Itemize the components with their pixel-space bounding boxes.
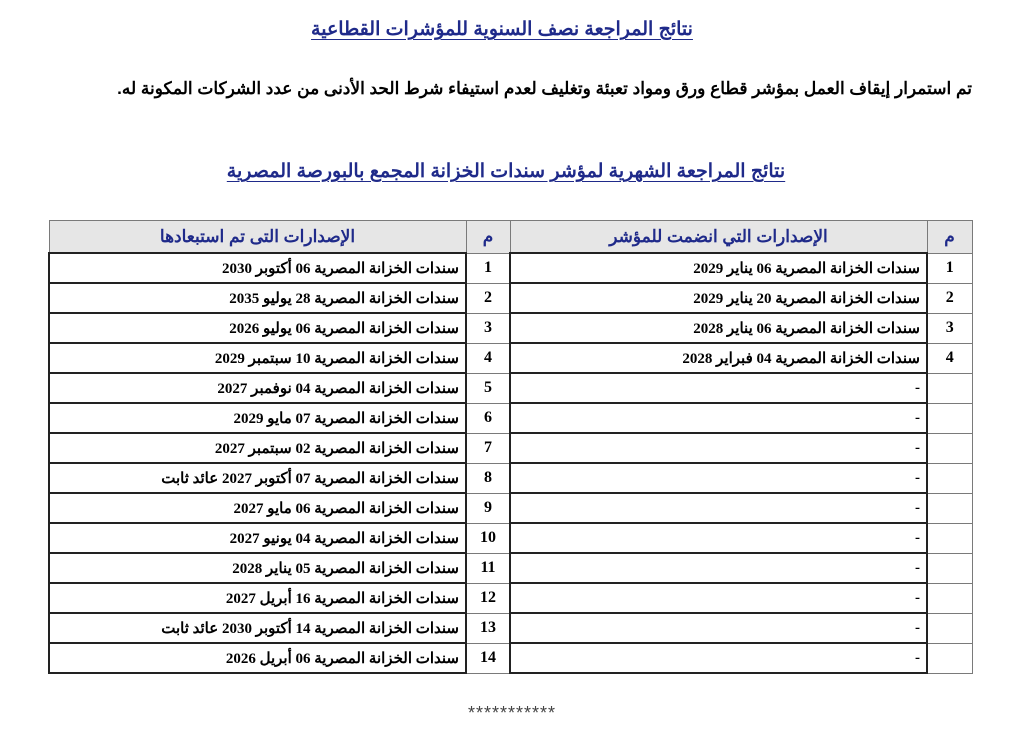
added-issue-cell: - (510, 583, 927, 613)
added-issue-cell: سندات الخزانة المصرية 06 يناير 2028 (510, 313, 927, 343)
added-number-cell (927, 583, 972, 613)
removed-issue-cell: سندات الخزانة المصرية 06 أبريل 2026 (49, 643, 466, 673)
removed-number-cell: 11 (466, 553, 510, 583)
added-number-cell (927, 643, 972, 673)
added-issue-cell: - (510, 373, 927, 403)
added-issue-cell: سندات الخزانة المصرية 06 يناير 2029 (510, 253, 927, 283)
table-header-row (49, 221, 972, 254)
semiannual-review-heading: نتائج المراجعة نصف السنوية للمؤشرات القطاعية (311, 19, 693, 40)
added-number-cell (927, 493, 972, 523)
added-issue-cell: سندات الخزانة المصرية 04 فبراير 2028 (510, 343, 927, 373)
table-row (49, 433, 972, 463)
removed-number-cell: 2 (466, 283, 510, 313)
added-number-cell: 1 (927, 253, 972, 283)
table-row (49, 313, 972, 343)
removed-issue-cell: سندات الخزانة المصرية 07 مايو 2029 (49, 403, 466, 433)
removed-number-cell: 14 (466, 643, 510, 673)
removed-issue-cell: سندات الخزانة المصرية 06 أكتوبر 2030 (49, 253, 466, 283)
added-number-cell: 3 (927, 313, 972, 343)
removed-issue-cell: سندات الخزانة المصرية 14 أكتوبر 2030 عائد ثابت (49, 613, 466, 643)
header-added-number: م (927, 221, 972, 254)
added-number-cell: 4 (927, 343, 972, 373)
added-issue-cell: - (510, 643, 927, 673)
removed-number-cell: 5 (466, 373, 510, 403)
removed-issue-cell: سندات الخزانة المصرية 10 سبتمبر 2029 (49, 343, 466, 373)
removed-number-cell: 1 (466, 253, 510, 283)
added-number-cell (927, 433, 972, 463)
removed-number-cell: 4 (466, 343, 510, 373)
removed-number-cell: 6 (466, 403, 510, 433)
footer-separator: *********** (467, 703, 557, 723)
added-number-cell (927, 403, 972, 433)
table-row (49, 553, 972, 583)
removed-number-cell: 9 (466, 493, 510, 523)
header-removed-number: م (466, 221, 510, 254)
removed-issue-cell: سندات الخزانة المصرية 16 أبريل 2027 (49, 583, 466, 613)
table-row (49, 583, 972, 613)
table-row (49, 463, 972, 493)
treasury-bonds-index-table (48, 220, 973, 674)
removed-issue-cell: سندات الخزانة المصرية 07 أكتوبر 2027 عائد ثابت (49, 463, 466, 493)
removed-number-cell: 3 (466, 313, 510, 343)
added-number-cell (927, 613, 972, 643)
removed-number-cell: 13 (466, 613, 510, 643)
removed-issue-cell: سندات الخزانة المصرية 06 مايو 2027 (49, 493, 466, 523)
sector-index-suspension-paragraph: تم استمرار إيقاف العمل بمؤشر قطاع ورق ومواد تعبئة وتغليف لعدم استيفاء شرط الحد الأدنى من عدد الشركات المكونة له. (117, 79, 972, 98)
removed-issue-cell: سندات الخزانة المصرية 04 نوفمبر 2027 (49, 373, 466, 403)
header-removed-issues: الإصدارات التى تم استبعادها (49, 221, 466, 254)
table-row (49, 613, 972, 643)
table-row (49, 493, 972, 523)
removed-number-cell: 7 (466, 433, 510, 463)
table-row (49, 523, 972, 553)
added-issue-cell: - (510, 613, 927, 643)
removed-issue-cell: سندات الخزانة المصرية 02 سبتمبر 2027 (49, 433, 466, 463)
removed-issue-cell: سندات الخزانة المصرية 05 يناير 2028 (49, 553, 466, 583)
table-row (49, 283, 972, 313)
table-row (49, 403, 972, 433)
header-added-issues: الإصدارات التي انضمت للمؤشر (510, 221, 927, 254)
added-issue-cell: - (510, 523, 927, 553)
removed-number-cell: 8 (466, 463, 510, 493)
added-number-cell (927, 463, 972, 493)
removed-issue-cell: سندات الخزانة المصرية 04 يونيو 2027 (49, 523, 466, 553)
monthly-review-heading: نتائج المراجعة الشهرية لمؤشر سندات الخزانة المجمع بالبورصة المصرية (226, 161, 786, 182)
added-number-cell (927, 553, 972, 583)
added-issue-cell: سندات الخزانة المصرية 20 يناير 2029 (510, 283, 927, 313)
added-number-cell: 2 (927, 283, 972, 313)
added-issue-cell: - (510, 493, 927, 523)
removed-issue-cell: سندات الخزانة المصرية 28 يوليو 2035 (49, 283, 466, 313)
table-row (49, 343, 972, 373)
table-body (49, 253, 972, 673)
added-issue-cell: - (510, 433, 927, 463)
table-row (49, 643, 972, 673)
added-issue-cell: - (510, 463, 927, 493)
added-issue-cell: - (510, 403, 927, 433)
removed-issue-cell: سندات الخزانة المصرية 06 يوليو 2026 (49, 313, 466, 343)
table-row (49, 373, 972, 403)
removed-number-cell: 10 (466, 523, 510, 553)
added-number-cell (927, 373, 972, 403)
table-row (49, 253, 972, 283)
added-number-cell (927, 523, 972, 553)
removed-number-cell: 12 (466, 583, 510, 613)
added-issue-cell: - (510, 553, 927, 583)
